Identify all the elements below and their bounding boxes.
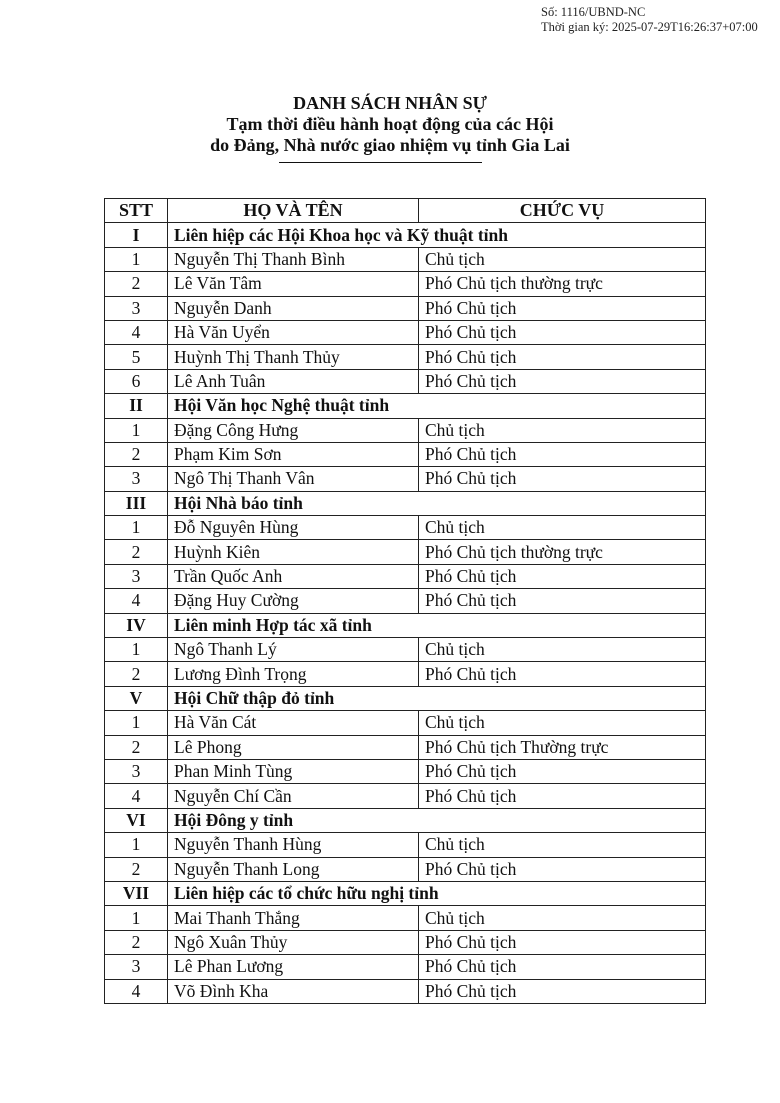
row-name: Hà Văn Cát [168,711,419,735]
row-stt: 6 [105,369,168,393]
row-name: Đỗ Nguyên Hùng [168,516,419,540]
table-row [105,320,706,344]
table-row [105,735,706,759]
row-position: Phó Chủ tịch Thường trực [419,735,706,759]
personnel-table [104,198,706,1004]
row-name: Ngô Thị Thanh Vân [168,467,419,491]
header-stt: STT [105,199,168,223]
row-stt: 1 [105,833,168,857]
row-stt: 3 [105,564,168,588]
row-position: Phó Chủ tịch [419,662,706,686]
row-name: Ngô Thanh Lý [168,638,419,662]
table-row [105,516,706,540]
row-stt: 3 [105,296,168,320]
row-position: Phó Chủ tịch [419,759,706,783]
table-row [105,247,706,271]
table-header-row [105,199,706,223]
row-position: Chủ tịch [419,906,706,930]
row-name: Trần Quốc Anh [168,564,419,588]
table-row [105,369,706,393]
document-title: DANH SÁCH NHÂN SỰ [293,93,487,113]
row-stt: 2 [105,662,168,686]
row-position: Phó Chủ tịch [419,296,706,320]
section-title: Liên minh Hợp tác xã tỉnh [168,613,706,637]
document-subtitle-line-2: do Đảng, Nhà nước giao nhiệm vụ tỉnh Gia Lai [210,135,570,155]
row-name: Lê Anh Tuân [168,369,419,393]
row-name: Nguyễn Thị Thanh Bình [168,247,419,271]
row-position: Chủ tịch [419,711,706,735]
row-stt: 4 [105,320,168,344]
section-row [105,808,706,832]
section-number: II [105,394,168,418]
row-position: Phó Chủ tịch [419,589,706,613]
row-stt: 1 [105,516,168,540]
section-number: VI [105,808,168,832]
row-name: Nguyễn Thanh Hùng [168,833,419,857]
row-stt: 1 [105,711,168,735]
row-position: Chủ tịch [419,418,706,442]
row-stt: 3 [105,955,168,979]
section-row [105,881,706,905]
row-stt: 4 [105,784,168,808]
document-subtitle-line-1: Tạm thời điều hành hoạt động của các Hội [226,114,554,134]
digital-signature-stamp [541,5,758,35]
signing-timestamp: Thời gian ký: 2025-07-29T16:26:37+07:00 [541,20,758,34]
table-body [105,223,706,1004]
title-underline [279,162,482,163]
row-stt: 1 [105,638,168,662]
table-row [105,955,706,979]
row-position: Chủ tịch [419,638,706,662]
row-name: Huỳnh Thị Thanh Thủy [168,345,419,369]
row-position: Phó Chủ tịch [419,979,706,1003]
section-title: Hội Đông y tỉnh [168,808,706,832]
table-row [105,784,706,808]
table-row [105,906,706,930]
row-name: Nguyễn Chí Cần [168,784,419,808]
row-position: Chủ tịch [419,516,706,540]
row-position: Phó Chủ tịch thường trực [419,272,706,296]
section-number: V [105,686,168,710]
row-stt: 3 [105,467,168,491]
row-name: Lê Phan Lương [168,955,419,979]
row-position: Phó Chủ tịch [419,857,706,881]
row-stt: 4 [105,979,168,1003]
table-row [105,467,706,491]
row-position: Phó Chủ tịch [419,369,706,393]
table-row [105,662,706,686]
row-stt: 2 [105,735,168,759]
row-stt: 5 [105,345,168,369]
row-stt: 2 [105,272,168,296]
row-position: Phó Chủ tịch [419,345,706,369]
section-row [105,223,706,247]
row-stt: 2 [105,857,168,881]
table-row [105,711,706,735]
section-title: Liên hiệp các tổ chức hữu nghị tỉnh [168,881,706,905]
row-name: Huỳnh Kiên [168,540,419,564]
section-title: Hội Chữ thập đỏ tỉnh [168,686,706,710]
row-name: Đặng Huy Cường [168,589,419,613]
section-number: III [105,491,168,515]
row-stt: 1 [105,418,168,442]
row-position: Phó Chủ tịch [419,930,706,954]
row-position: Phó Chủ tịch [419,955,706,979]
header-position: CHỨC VỤ [419,199,706,223]
row-stt: 2 [105,442,168,466]
section-title: Liên hiệp các Hội Khoa học và Kỹ thuật tỉnh [168,223,706,247]
row-name: Lê Phong [168,735,419,759]
table-row [105,930,706,954]
row-position: Phó Chủ tịch [419,467,706,491]
section-title: Hội Văn học Nghệ thuật tỉnh [168,394,706,418]
row-name: Đặng Công Hưng [168,418,419,442]
table-row [105,833,706,857]
section-number: VII [105,881,168,905]
section-row [105,491,706,515]
table-row [105,589,706,613]
header-name: HỌ VÀ TÊN [168,199,419,223]
section-title: Hội Nhà báo tỉnh [168,491,706,515]
row-name: Nguyễn Thanh Long [168,857,419,881]
table-row [105,296,706,320]
section-row [105,394,706,418]
table-row [105,564,706,588]
table-row [105,979,706,1003]
row-stt: 2 [105,930,168,954]
table-row [105,418,706,442]
row-name: Phạm Kim Sơn [168,442,419,466]
section-row [105,686,706,710]
row-stt: 1 [105,247,168,271]
table-row [105,857,706,881]
row-stt: 4 [105,589,168,613]
table-row [105,638,706,662]
row-stt: 3 [105,759,168,783]
row-name: Lương Đình Trọng [168,662,419,686]
row-name: Phan Minh Tùng [168,759,419,783]
section-row [105,613,706,637]
row-stt: 2 [105,540,168,564]
row-position: Chủ tịch [419,247,706,271]
row-position: Phó Chủ tịch [419,320,706,344]
row-name: Mai Thanh Thắng [168,906,419,930]
row-position: Chủ tịch [419,833,706,857]
row-position: Phó Chủ tịch [419,442,706,466]
table-row [105,345,706,369]
row-stt: 1 [105,906,168,930]
table-row [105,759,706,783]
section-number: I [105,223,168,247]
row-name: Nguyễn Danh [168,296,419,320]
table-row [105,540,706,564]
table-row [105,272,706,296]
document-heading [0,93,780,156]
section-number: IV [105,613,168,637]
row-name: Ngô Xuân Thủy [168,930,419,954]
table-row [105,442,706,466]
document-number: Số: 1116/UBND-NC [541,5,646,19]
row-position: Phó Chủ tịch [419,564,706,588]
row-position: Phó Chủ tịch thường trực [419,540,706,564]
row-position: Phó Chủ tịch [419,784,706,808]
row-name: Hà Văn Uyển [168,320,419,344]
row-name: Võ Đình Kha [168,979,419,1003]
row-name: Lê Văn Tâm [168,272,419,296]
